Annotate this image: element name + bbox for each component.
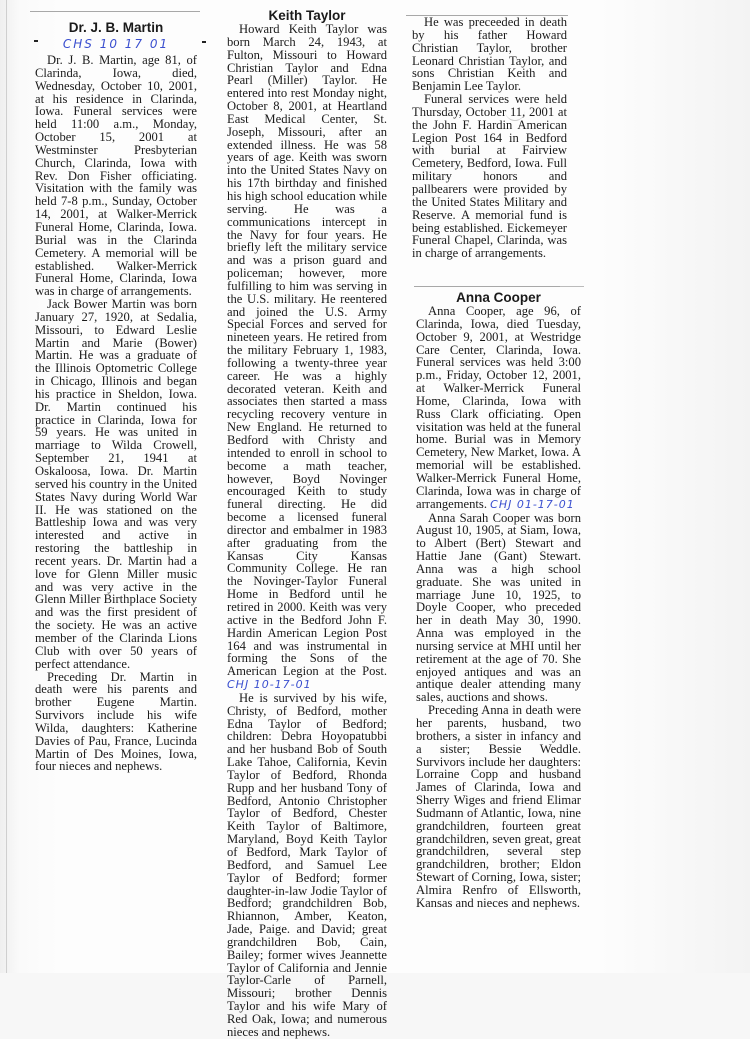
obituary-martin xyxy=(35,20,197,773)
obituary-paragraph: He is survived by his wife, Christy, of Bedford, mother Edna Taylor of Bedford; children: Debra Hoyopatubbi and her husband Bob of South Lake Tahoe, California, Kevin Taylor of Bedford, Rhonda Rupp and her husband Tony of Bedford, Antonio Christopher Taylor of Bedford, Chester Keith Taylor of Baltimore, Maryland, Boyd Keith Taylor of Bedford, Mark Taylor of Bedford, and Samuel Lee Taylor of Bedford; former daughter-in-law Jodie Taylor of Bedford; grandchildren Bob, Rhiannon, Amber, Keaton, Jade, Paige. and David; great grandchildren Bob, Cain, Bailey; former wives Jeannette Taylor of California and Jennie Taylor-Carle of Parnell, Missouri; brother Dennis Taylor and his wife Mary of Red Oak, Iowa; and numerous nieces and nephews. xyxy=(227,690,387,1039)
bottom-rule-right xyxy=(560,286,584,287)
cooper-rule xyxy=(414,286,584,287)
obituary-paragraph: Funeral services were held Thursday, October 11, 2001 at the John F. Hardin American Legion Post 164 in Bedford with burial at Fairview Cemetery, Bedford, Iowa. Full military honors and pallbearers were provided by the United States Military and Reserve. A memorial fund is being established. Eickemeyer Funeral Chapel, Clarinda, was in charge of arrangements. xyxy=(412,92,567,261)
obituary-title: Anna Cooper xyxy=(456,290,541,305)
obituary-title: Dr. J. B. Martin xyxy=(68,20,164,35)
obituary-taylor xyxy=(227,8,387,1039)
obituary-paragraph-text: Howard Keith Taylor was born March 24, 1943, at Fulton, Missouri to Howard Christian Taylor and Edna Pearl (Miller) Taylor. He entered into rest Monday night, October 8, 2001, at Heartland East Medical Center, St. Joseph, Missouri, after an extended illness. He was 58 years of age. Keith was sworn into the United States Navy on his 17th birthday and finished his high school education while serving. He was a communications intercept in the Navy for four years. He briefly left the military service and was a prison guard and policeman; however, more fulfilling to him was serving in the U.S. military. He reentered and joined the U.S. Army Special Forces and served for nineteen years. He retired from the military February 1, 1983, following a twenty-three year career. He was a highly decorated veteran. Keith and associates then started a mass recycling recovery venture in New England. He returned to Bedford with Christy and intended to enroll in school to become a math teacher, however, Boyd Novinger encouraged Keith to study funeral directing. He did become a licensed funeral director and embalmer in 1983 after graduating from the Kansas City Kansas Community College. He ran the Novinger-Taylor Funeral Home in Bedford until he retired in 2000. Keith was very active in the Bedford John F. Hardin American Legion Post 164 and was instrumental in forming the Sons of the American Legion at the Post. xyxy=(227,22,387,679)
obituary-paragraph: Dr. J. B. Martin, age 81, of Clarinda, Iowa, died, Wednesday, October 10, 2001, at his residence in Clarinda, Iowa. Funeral services were held 11:00 a.m., Monday, October 15, 2001 at Westminster Presbyterian Church, Clarinda, Iowa with Rev. Don Fisher officiating. Visitation with the family was held 7-8 p.m., Sunday, October 14, 2001, at Walker-Merrick Funeral Home, Clarinda, Iowa. Burial was in the Clarinda Cemetery. A memorial will be established. Walker-Merrick Funeral Home, Clarinda, Iowa was in charge of arrangements. xyxy=(35,53,197,299)
dash-mark-right xyxy=(202,41,206,43)
handwritten-note: CHJ 01-17-01 xyxy=(490,497,575,511)
handwritten-note: CHJ 10-17-01 xyxy=(227,678,312,692)
obituary-paragraph xyxy=(227,23,387,692)
obituary-paragraph: Anna Sarah Cooper was born August 10, 1905, at Siam, Iowa, to Albert (Bert) Stewart and Hattie Jane (Gant) Stewart. Anna was a high school graduate. She was united in marriage June 10, 1925, to Doyle Cooper, who preceded her in death May 30, 1990. Anna was employed in the nursing service at MHI until her retirement at the age of 70. She enjoyed antiques and was an antique dealer attending many sales, auctions and shows. xyxy=(416,510,581,705)
handwritten-note: CHS 10 17 01 xyxy=(62,37,170,51)
obituary-paragraph-text: Anna Cooper, age 96, of Clarinda, Iowa, died Tuesday, October 9, 2001, at Westridge Care Center, Clarinda, Iowa. Funeral services was held 3:00 p.m., Friday, October 12, 2001, at Walker-Merrick Funeral Home, Clarinda, Iowa with Russ Clark officiating. Open visitation was held at the funeral home. Burial was in Memory Cemetery, New Market, Iowa. A memorial will be established. Walker-Merrick Funeral Home, Clarinda, Iowa was in charge of arrangements. xyxy=(416,304,581,511)
obituary-paragraph: Preceding Anna in death were her parents, husband, two brothers, a sister in infancy and a sister; Bessie Weddle. Survivors include her daughters: Lorraine Copp and husband James of Clarinda, Iowa and Sherry Wiges and friend Elimar Sudmann of Atlantic, Iowa, nine grandchildren, fourteen great grandchildren, seven great, great grandchildren, several step grandchildren, brother; Eldon Stewart of Corning, Iowa, sister; Almira Renfro of Ellsworth, Kansas and nieces and nephews. xyxy=(416,703,581,910)
obituary-taylor-continued xyxy=(412,16,567,260)
obituary-paragraph xyxy=(416,305,581,512)
obituary-paragraph: He was preceeded in death by his father Howard Christian Taylor, brother Leonard Christian Taylor, and sons Christian Keith and Benjamin Lee Taylor. xyxy=(412,15,567,94)
obituary-paragraph: Preceding Dr. Martin in death were his parents and brother Eugene Martin. Survivors include his wife Wilda, daughters: Katherine Davies of Pau, France, Lucinda Martin of Des Moines, Iowa, four nieces and nephews. xyxy=(35,669,197,774)
page-edge xyxy=(6,0,7,973)
obituary-paragraph: Jack Bower Martin was born January 27, 1920, at Sedalia, Missouri, to Edward Leslie Martin and Marie (Bower) Martin. He was a graduate of the Illinois Optometric College in Chicago, Illinois and began his practice in Sheldon, Iowa. Dr. Martin continued his practice in Clarinda, Iowa for 59 years. He was united in marriage to Wilda Crowell, September 21, 1941 at Oskaloosa, Iowa. Dr. Martin served his country in the United States Navy during World War II. He was stationed on the Battleship Iowa and was very interested and active in restoring the battleship in recent years. Dr. Martin had a love for Glenn Miller music and was very active in the Glenn Miller Birthplace Society and was the first president of the society. He was an active member of the Clarinda Lions Club with over 50 years of perfect attendance. xyxy=(35,297,197,671)
obituary-title: Keith Taylor xyxy=(268,8,346,23)
obituary-cooper xyxy=(416,290,581,910)
top-rule-left xyxy=(30,11,200,12)
